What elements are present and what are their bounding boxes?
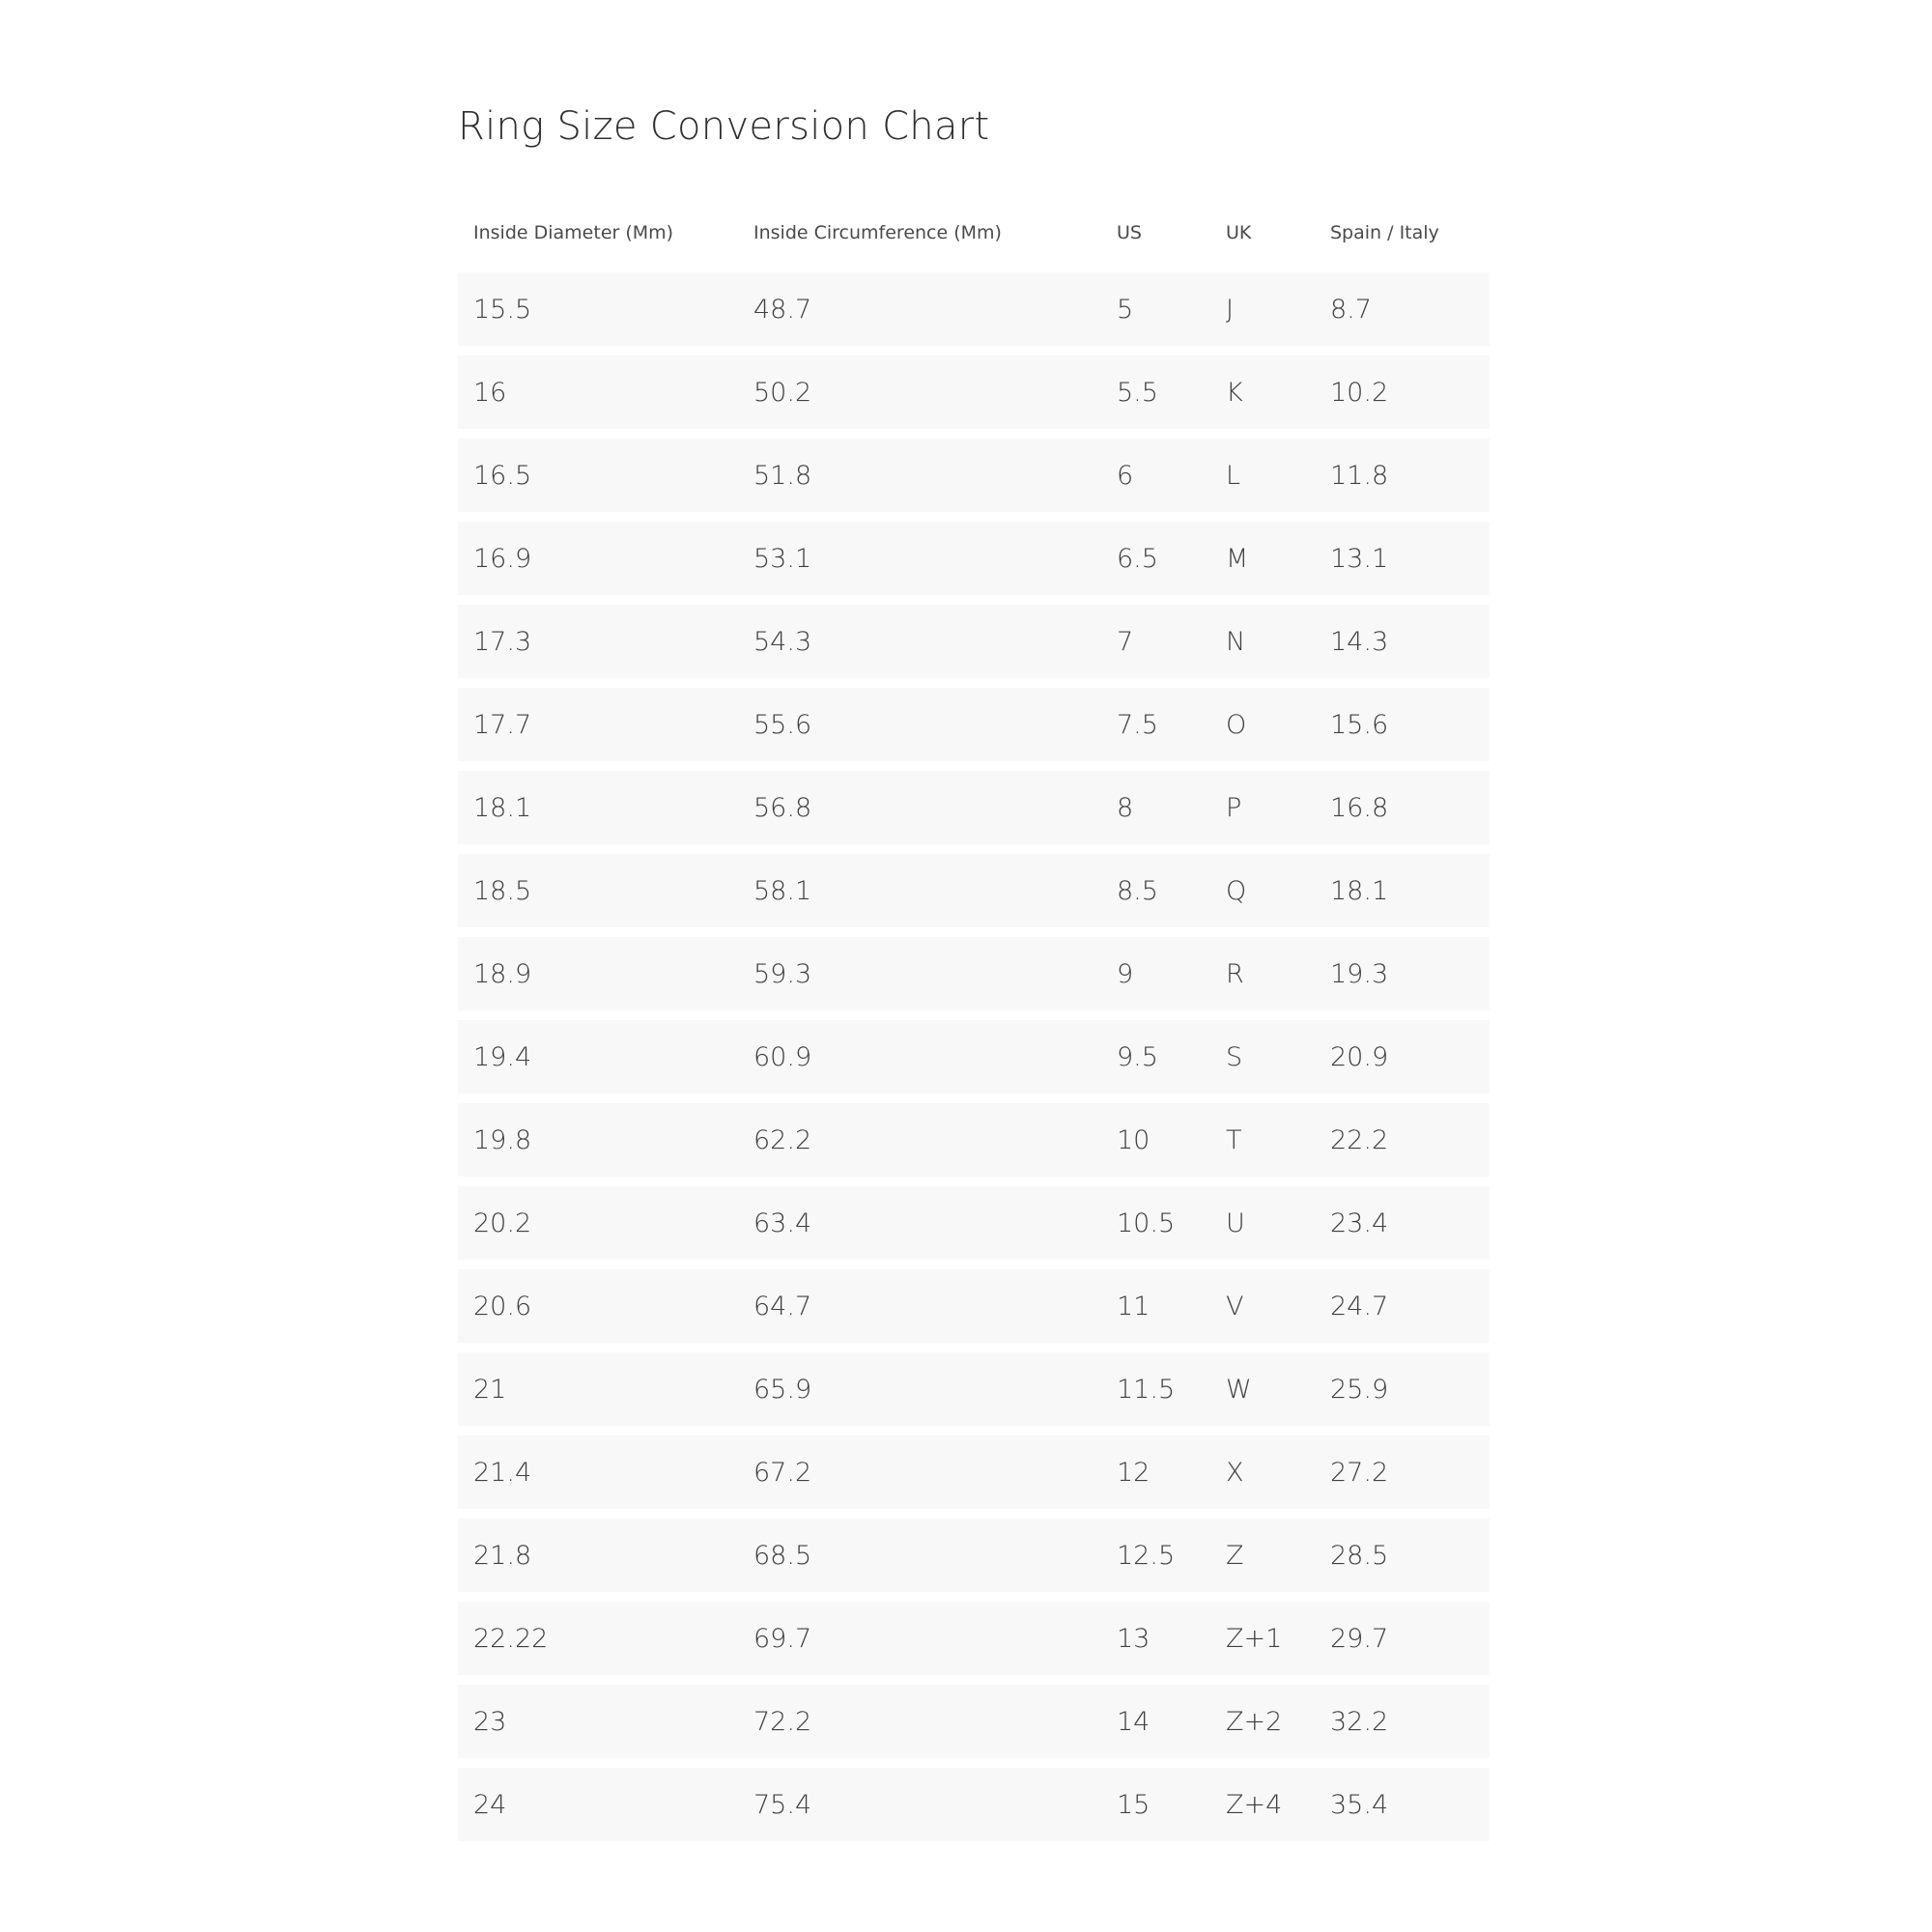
inside-circumference-cell: 75.4 bbox=[753, 1789, 812, 1820]
uk-size-cell: Z bbox=[1226, 1540, 1244, 1571]
spain-italy-size-cell: 23.4 bbox=[1330, 1208, 1389, 1238]
inside-diameter-cell: 21 bbox=[473, 1374, 507, 1405]
uk-size-cell: T bbox=[1226, 1124, 1242, 1155]
table-row bbox=[458, 1768, 1490, 1841]
inside-circumference-cell: 55.6 bbox=[753, 709, 812, 740]
spain-italy-size-cell: 27.2 bbox=[1330, 1457, 1389, 1488]
page-title: Ring Size Conversion Chart bbox=[458, 104, 990, 149]
table-row bbox=[458, 1435, 1490, 1509]
inside-circumference-cell: 62.2 bbox=[753, 1124, 812, 1155]
us-size-cell: 11 bbox=[1117, 1291, 1151, 1321]
table-row bbox=[458, 522, 1490, 595]
us-size-cell: 15 bbox=[1117, 1789, 1151, 1820]
inside-diameter-cell: 16 bbox=[473, 377, 507, 408]
inside-diameter-cell: 21.8 bbox=[473, 1540, 532, 1571]
spain-italy-size-cell: 8.7 bbox=[1330, 294, 1372, 325]
table-row bbox=[458, 1269, 1490, 1343]
header-uk: UK bbox=[1226, 222, 1252, 243]
table-row bbox=[458, 688, 1490, 761]
uk-size-cell: S bbox=[1226, 1041, 1243, 1072]
spain-italy-size-cell: 29.7 bbox=[1330, 1623, 1389, 1654]
inside-circumference-cell: 69.7 bbox=[753, 1623, 812, 1654]
us-size-cell: 7 bbox=[1117, 626, 1134, 657]
us-size-cell: 12 bbox=[1117, 1457, 1151, 1488]
table-row bbox=[458, 1685, 1490, 1758]
inside-diameter-cell: 17.7 bbox=[473, 709, 532, 740]
inside-diameter-cell: 16.9 bbox=[473, 543, 532, 574]
us-size-cell: 12.5 bbox=[1117, 1540, 1176, 1571]
spain-italy-size-cell: 14.3 bbox=[1330, 626, 1389, 657]
spain-italy-size-cell: 19.3 bbox=[1330, 958, 1389, 989]
inside-circumference-cell: 53.1 bbox=[753, 543, 812, 574]
spain-italy-size-cell: 13.1 bbox=[1330, 543, 1389, 574]
spain-italy-size-cell: 18.1 bbox=[1330, 875, 1389, 906]
table-row bbox=[458, 1186, 1490, 1260]
inside-circumference-cell: 56.8 bbox=[753, 792, 812, 823]
us-size-cell: 13 bbox=[1117, 1623, 1151, 1654]
uk-size-cell: O bbox=[1226, 709, 1247, 740]
table-body bbox=[458, 272, 1490, 1841]
uk-size-cell: P bbox=[1226, 792, 1242, 823]
us-size-cell: 10.5 bbox=[1117, 1208, 1176, 1238]
header-spain-italy: Spain / Italy bbox=[1330, 222, 1439, 243]
spain-italy-size-cell: 10.2 bbox=[1330, 377, 1389, 408]
inside-diameter-cell: 19.8 bbox=[473, 1124, 532, 1155]
spain-italy-size-cell: 32.2 bbox=[1330, 1706, 1389, 1737]
inside-diameter-cell: 23 bbox=[473, 1706, 507, 1737]
inside-circumference-cell: 54.3 bbox=[753, 626, 812, 657]
table-row bbox=[458, 854, 1490, 927]
inside-circumference-cell: 64.7 bbox=[753, 1291, 812, 1321]
inside-circumference-cell: 63.4 bbox=[753, 1208, 812, 1238]
uk-size-cell: W bbox=[1226, 1374, 1252, 1405]
inside-diameter-cell: 18.1 bbox=[473, 792, 532, 823]
us-size-cell: 5 bbox=[1117, 294, 1134, 325]
inside-diameter-cell: 18.5 bbox=[473, 875, 532, 906]
inside-circumference-cell: 51.8 bbox=[753, 460, 812, 491]
inside-diameter-cell: 18.9 bbox=[473, 958, 532, 989]
spain-italy-size-cell: 28.5 bbox=[1330, 1540, 1389, 1571]
us-size-cell: 14 bbox=[1117, 1706, 1151, 1737]
uk-size-cell: U bbox=[1226, 1208, 1245, 1238]
inside-diameter-cell: 17.3 bbox=[473, 626, 532, 657]
inside-circumference-cell: 72.2 bbox=[753, 1706, 812, 1737]
table-row bbox=[458, 1602, 1490, 1675]
inside-circumference-cell: 65.9 bbox=[753, 1374, 812, 1405]
uk-size-cell: L bbox=[1226, 460, 1241, 491]
us-size-cell: 6 bbox=[1117, 460, 1134, 491]
inside-diameter-cell: 20.6 bbox=[473, 1291, 532, 1321]
ring-size-table bbox=[458, 198, 1490, 1841]
inside-circumference-cell: 59.3 bbox=[753, 958, 812, 989]
table-row bbox=[458, 605, 1490, 678]
spain-italy-size-cell: 35.4 bbox=[1330, 1789, 1389, 1820]
header-inside-diameter: Inside Diameter (Mm) bbox=[473, 222, 674, 243]
inside-diameter-cell: 24 bbox=[473, 1789, 507, 1820]
inside-diameter-cell: 19.4 bbox=[473, 1041, 532, 1072]
us-size-cell: 11.5 bbox=[1117, 1374, 1176, 1405]
uk-size-cell: J bbox=[1226, 294, 1234, 325]
uk-size-cell: M bbox=[1226, 543, 1249, 574]
spain-italy-size-cell: 16.8 bbox=[1330, 792, 1389, 823]
us-size-cell: 8.5 bbox=[1117, 875, 1158, 906]
table-row bbox=[458, 355, 1490, 429]
inside-diameter-cell: 22.22 bbox=[473, 1623, 549, 1654]
inside-diameter-cell: 20.2 bbox=[473, 1208, 532, 1238]
inside-diameter-cell: 15.5 bbox=[473, 294, 532, 325]
us-size-cell: 8 bbox=[1117, 792, 1134, 823]
uk-size-cell: Z+2 bbox=[1226, 1706, 1283, 1737]
table-row bbox=[458, 1103, 1490, 1177]
inside-circumference-cell: 48.7 bbox=[753, 294, 812, 325]
spain-italy-size-cell: 22.2 bbox=[1330, 1124, 1389, 1155]
uk-size-cell: V bbox=[1226, 1291, 1244, 1321]
table-row bbox=[458, 272, 1490, 346]
inside-circumference-cell: 68.5 bbox=[753, 1540, 812, 1571]
inside-circumference-cell: 50.2 bbox=[753, 377, 812, 408]
uk-size-cell: Z+1 bbox=[1226, 1623, 1283, 1654]
us-size-cell: 6.5 bbox=[1117, 543, 1158, 574]
table-header-row bbox=[458, 198, 1490, 268]
inside-circumference-cell: 67.2 bbox=[753, 1457, 812, 1488]
table-row bbox=[458, 1352, 1490, 1426]
uk-size-cell: Q bbox=[1226, 875, 1247, 906]
us-size-cell: 9.5 bbox=[1117, 1041, 1158, 1072]
us-size-cell: 10 bbox=[1117, 1124, 1151, 1155]
spain-italy-size-cell: 24.7 bbox=[1330, 1291, 1389, 1321]
uk-size-cell: X bbox=[1226, 1457, 1244, 1488]
header-us: US bbox=[1117, 222, 1142, 243]
table-row bbox=[458, 771, 1490, 844]
uk-size-cell: R bbox=[1226, 958, 1244, 989]
spain-italy-size-cell: 11.8 bbox=[1330, 460, 1389, 491]
spain-italy-size-cell: 20.9 bbox=[1330, 1041, 1389, 1072]
us-size-cell: 9 bbox=[1117, 958, 1134, 989]
header-inside-circumference: Inside Circumference (Mm) bbox=[753, 222, 1002, 243]
inside-diameter-cell: 21.4 bbox=[473, 1457, 532, 1488]
uk-size-cell: K bbox=[1226, 377, 1243, 408]
table-row bbox=[458, 439, 1490, 512]
spain-italy-size-cell: 15.6 bbox=[1330, 709, 1389, 740]
inside-diameter-cell: 16.5 bbox=[473, 460, 532, 491]
table-row bbox=[458, 1519, 1490, 1592]
us-size-cell: 5.5 bbox=[1117, 377, 1158, 408]
uk-size-cell: Z+4 bbox=[1226, 1789, 1283, 1820]
table-row bbox=[458, 1020, 1490, 1094]
table-row bbox=[458, 937, 1490, 1010]
inside-circumference-cell: 60.9 bbox=[753, 1041, 812, 1072]
us-size-cell: 7.5 bbox=[1117, 709, 1158, 740]
inside-circumference-cell: 58.1 bbox=[753, 875, 812, 906]
spain-italy-size-cell: 25.9 bbox=[1330, 1374, 1389, 1405]
uk-size-cell: N bbox=[1226, 626, 1246, 657]
